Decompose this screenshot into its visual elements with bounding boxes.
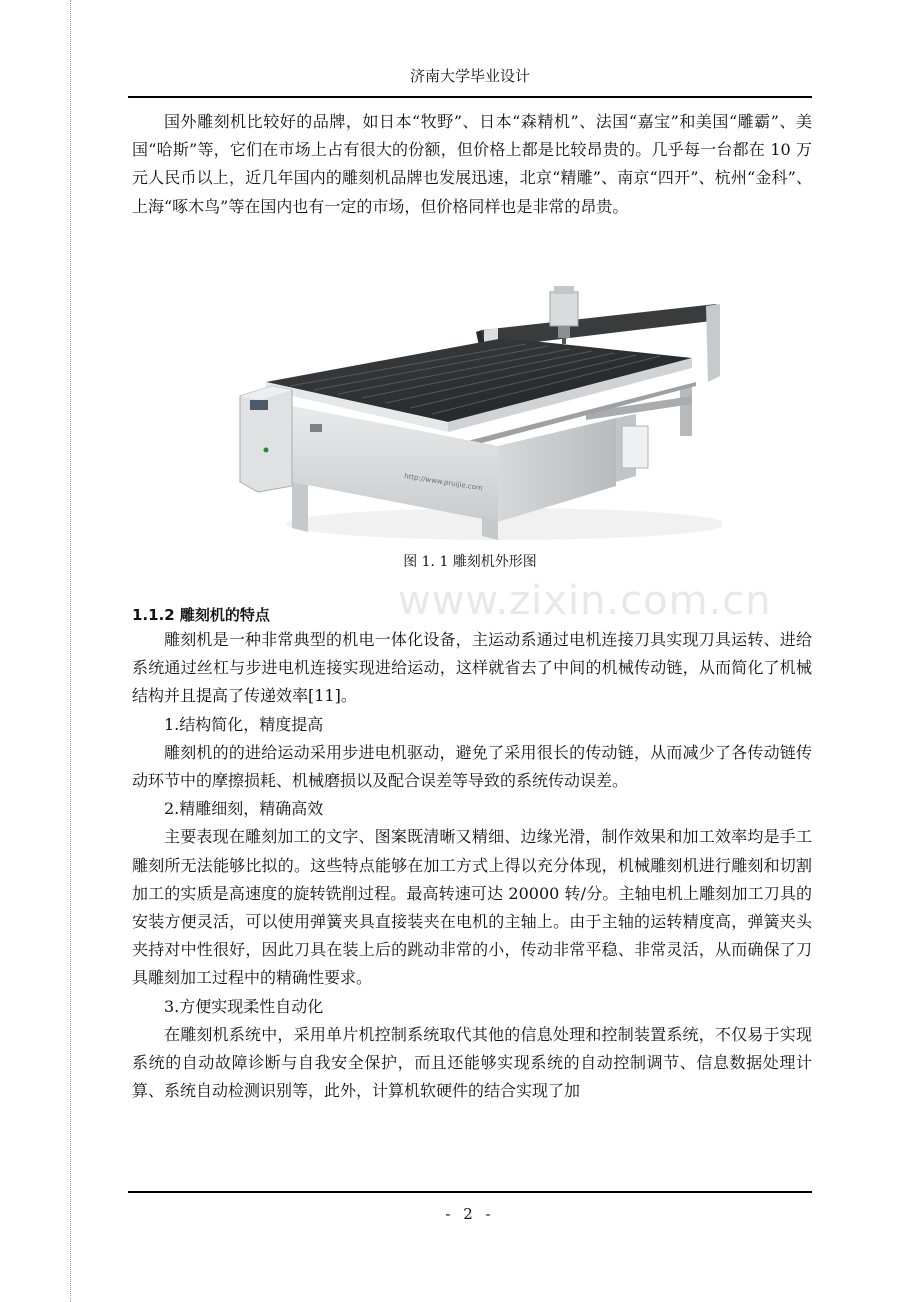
header-rule — [128, 96, 812, 98]
section-body — [132, 626, 812, 1105]
section-intro-paragraph: 雕刻机是一种非常典型的机电一体化设备，主运动系通过电机连接刀具实现刀具运转、进给系统通过丝杠与步进电机连接实现进给运动，这样就省去了中间的机械传动链，从而简化了机械结构并且提高了传递效率[11]。 — [132, 630, 812, 706]
page-number: - 2 - — [445, 1205, 495, 1223]
section-heading: 1.1.2 雕刻机的特点 — [132, 606, 270, 624]
engraving-machine-image — [236, 286, 722, 548]
feature-text-1: 雕刻机的的进给运动采用步进电机驱动，避免了采用很长的传动链，从而减少了各传动链传动环节中的摩擦损耗、机械磨损以及配合误差等导致的系统传动误差。 — [132, 742, 812, 791]
feature-title-2: 2.精雕细刻，精确高效 — [164, 799, 324, 819]
figure-url-text: http://www.pruijie.com — [403, 472, 484, 493]
feature-title-3: 3.方便实现柔性自动化 — [164, 996, 324, 1016]
binding-margin-line — [70, 0, 71, 1302]
feature-text-2: 主要表现在雕刻加工的文字、图案既清晰又精细、边缘光滑，制作效果和加工效率均是手工雕刻所无法能够比拟的。这些特点能够在加工方式上得以充分体现，机械雕刻机进行雕刻和切割加工的实质是高速度的旋转铣削过程。最高转速可达 20000 转/分。主轴电机上雕刻加工刀具的安装方便灵活，可以使用弹簧夹具直接装夹在电机的主轴上。由于主轴的运转精度高，弹簧夹头夹持对中性很好，因此刀具在装上后的跳动非常的小，传动非常平稳、非常灵活，从而确保了刀具雕刻加工过程中的精确性要求。 — [132, 827, 812, 988]
figure-caption: 图 1. 1 雕刻机外形图 — [403, 554, 537, 570]
feature-title-1: 1.结构简化，精度提高 — [164, 714, 324, 734]
intro-paragraph: 国外雕刻机比较好的品牌，如日本“牧野”、日本“森精机”、法国“嘉宝”和美国“雕霸”、美国“哈斯”等，它们在市场上占有很大的份额，但价格上都是比较昂贵的。几乎每一台都在 10 万元人民币以上，近几年国内的雕刻机品牌也发展迅速，北京“精雕”、南京“四开”、杭州“金科”、上海“啄木鸟”等在国内也有一定的市场，但价格同样也是非常的昂贵。 — [132, 112, 812, 216]
feature-text-3: 在雕刻机系统中，采用单片机控制系统取代其他的信息处理和控制装置系统，不仅易于实现系统的自动故障诊断与自我安全保护，而且还能够实现系统的自动控制调节、信息数据处理计算、系统自动检测识别等，此外，计算机软硬件的结合实现了加 — [132, 1024, 812, 1101]
watermark: www.zixin.com.cn — [398, 578, 772, 624]
engraving-machine-figure — [236, 286, 722, 548]
intro-block — [132, 108, 812, 221]
footer-rule — [128, 1191, 812, 1193]
page-header: 济南大学毕业设计 — [409, 67, 530, 85]
